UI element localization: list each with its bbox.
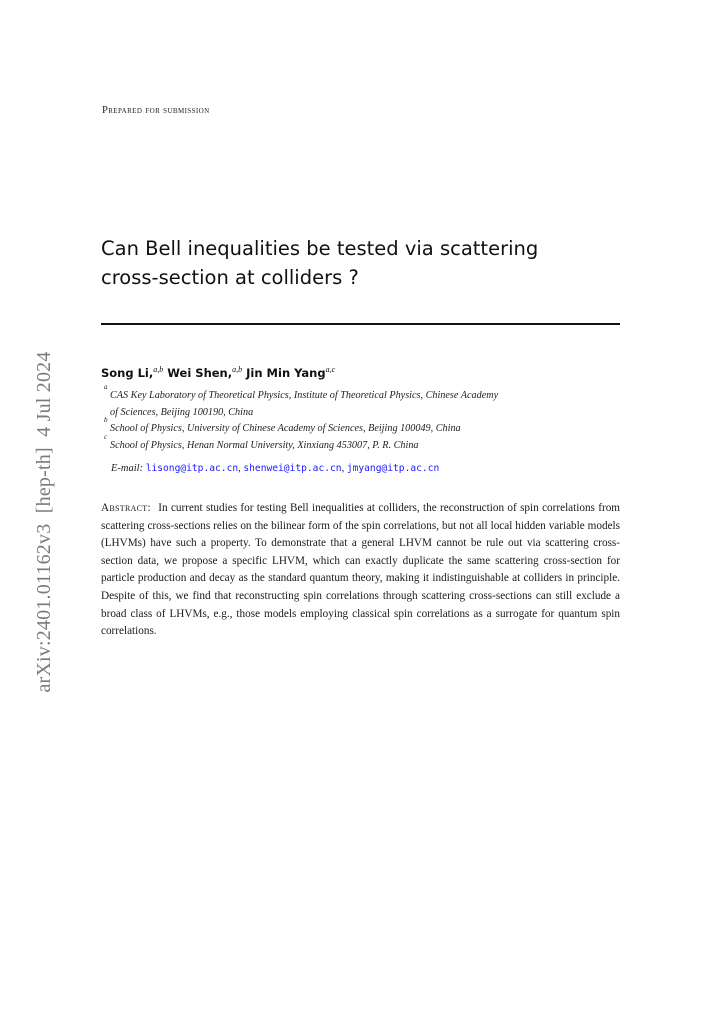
prepared-for-submission-label: Prepared for submission: [102, 105, 210, 116]
author-affiliation-marks: a,c: [325, 365, 336, 374]
affiliation-item: [104, 416, 624, 438]
abstract-text: In current studies for testing Bell inequalities at colliders, the reconstruction of spin correlations from scattering cross-sections relies on the bilinear form of the spin correlations, but not all local hidden variable models (LHVMs) have such a property. To demonstrate that a general LHVM cannot be rule out via scattering cross-section data, we propose a specific LHVM, which can exactly duplicate the same scattering cross-section for particle production and decay as the standard quantum theory, making it indistinguishable at colliders in principle. Despite of this, we find that reconstructing spin correlations through scattering cross-sections can still exclude a broad class of LHVMs, e.g., those models employing classical spin correlations as a surrogate for quantum spin correlations.: [101, 502, 620, 638]
paper-title-line-2: cross-section at colliders ?: [101, 266, 359, 289]
affiliation-mark: a: [104, 383, 108, 391]
email-link-shenwei[interactable]: shenwei@itp.ac.cn: [243, 463, 342, 474]
affiliation-text: School of Physics, University of Chinese Academy of Sciences, Beijing 100049, China: [110, 423, 461, 434]
affiliation-mark: c: [104, 432, 108, 441]
paper-title-line-1: Can Bell inequalities be tested via scattering: [101, 237, 539, 260]
abstract: [101, 500, 620, 641]
paper-title: [101, 234, 621, 292]
author-name: Jin Min Yang: [246, 365, 326, 380]
affiliation-list: [104, 383, 624, 454]
author-name: Wei Shen,: [167, 365, 233, 380]
title-divider: [101, 323, 620, 325]
email-line: E-mail: lisong@itp.ac.cn, shenwei@itp.ac.cn, jmyang@itp.ac.cn: [111, 463, 440, 474]
email-label: E-mail:: [111, 463, 144, 474]
affiliation-mark: b: [104, 416, 108, 424]
author-name: Song Li,: [101, 365, 154, 380]
author-list: [101, 365, 335, 380]
arxiv-identifier[interactable]: arXiv:2401.01162v3 [hep-th] 4 Jul 2024: [33, 351, 55, 693]
affiliation-text: School of Physics, Henan Normal University, Xinxiang 453007, P. R. China: [110, 439, 419, 451]
author-affiliation-marks: a,b: [232, 365, 243, 374]
affiliation-item: [104, 383, 624, 421]
affiliation-text: CAS Key Laboratory of Theoretical Physics, Institute of Theoretical Physics, Chinese Academy: [110, 390, 499, 401]
email-link-lisong[interactable]: lisong@itp.ac.cn: [145, 463, 239, 474]
affiliation-text-continued: of Sciences, Beijing 100190, China: [110, 406, 254, 418]
author-affiliation-marks: a,b: [153, 365, 164, 374]
affiliation-item: [104, 432, 624, 455]
email-link-jmyang[interactable]: jmyang@itp.ac.cn: [346, 463, 440, 474]
abstract-heading: Abstract:: [101, 502, 151, 514]
